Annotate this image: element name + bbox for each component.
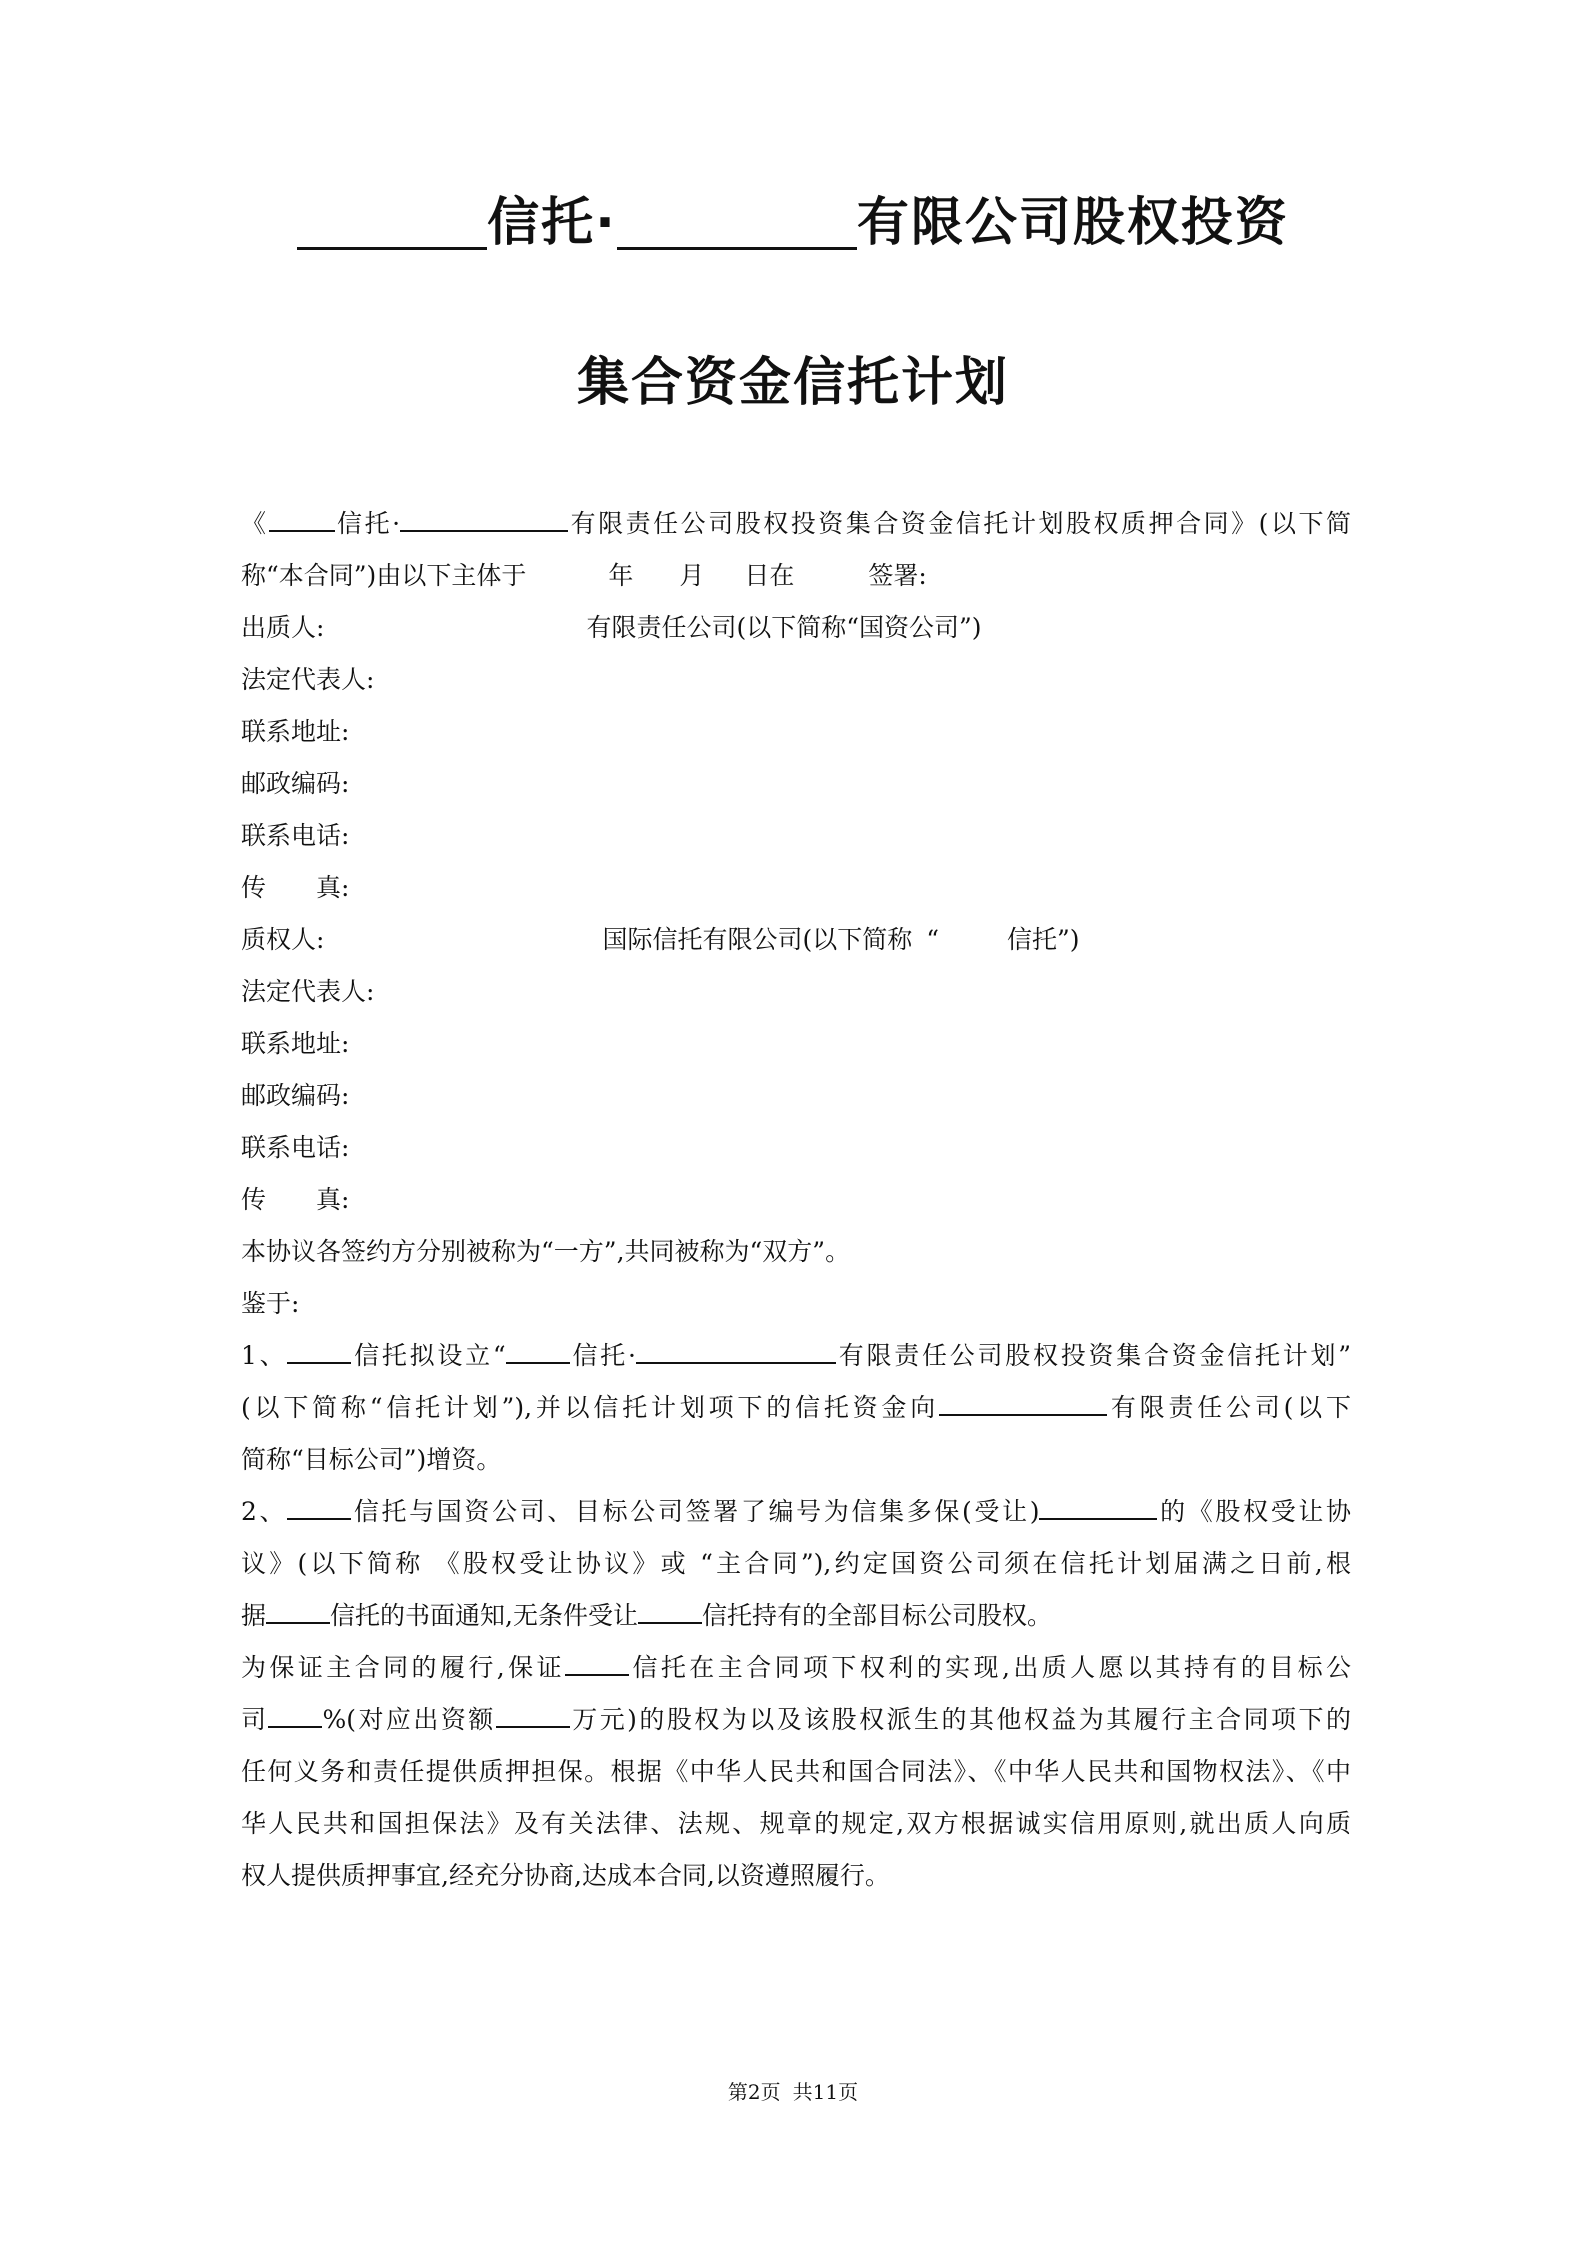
fax-label-a: 传 [241, 1185, 267, 1214]
item1-line-3: 简称“目标公司”)增资。 [241, 1445, 502, 1474]
blank-field [269, 505, 335, 532]
fax-label-b: 真: [316, 1185, 350, 1214]
item1-text-a: 信托拟设立“ [351, 1341, 506, 1370]
blank-trust-name [297, 195, 487, 250]
item2-text-a: 信托与国资公司、目标公司签署了编号为信集多保(受让) [351, 1497, 1040, 1526]
title-trust-text: 信托· [487, 193, 617, 253]
para3-text-d: %(对应出资额 [322, 1705, 496, 1734]
page-number: 2 [747, 2080, 761, 2104]
pledgee-short-name: 信托”) [1006, 925, 1080, 954]
para3-line-2 [241, 1694, 1351, 1746]
fax-label-a: 传 [241, 873, 267, 902]
book-title-open: 《 [241, 509, 269, 538]
item2-text-e: 信托持有的全部目标公司股权。 [701, 1601, 1052, 1630]
item1-text-b: 信托· [569, 1341, 636, 1370]
document-title-line1 [0, 188, 1586, 258]
blank-field [1039, 1493, 1157, 1520]
blank-company-name [617, 195, 857, 250]
pledgor-postcode: 邮政编码: [241, 769, 350, 798]
item-number: 1、 [241, 1341, 288, 1370]
para3-text-a: 为保证主合同的履行,保证 [241, 1653, 566, 1682]
item1-text-e: 有限责任公司(以下 [1107, 1393, 1351, 1422]
pledgee-label: 质权人: [241, 925, 325, 954]
blank-field [400, 505, 568, 532]
para3-text-c: 司 [241, 1705, 269, 1734]
preamble-trust-text: 信托· [334, 509, 401, 538]
blank-field [287, 1493, 351, 1520]
para3-line-5: 权人提供质押事宜,经充分协商,达成本合同,以资遵照履行。 [241, 1861, 890, 1890]
total-pages: 11 [812, 2080, 839, 2104]
item2-text-b: 的《股权受让协 [1157, 1497, 1351, 1526]
pledgee-phone: 联系电话: [241, 1133, 350, 1162]
whereas-heading: 鉴于: [241, 1289, 300, 1318]
page-label-b: 页 [760, 2080, 781, 2104]
preamble-line-2 [241, 550, 1351, 602]
para3-line-1 [241, 1642, 1351, 1694]
pledgee-rep: 法定代表人: [241, 977, 375, 1006]
para3-line-4: 华人民共和国担保法》及有关法律、法规、规章的规定,双方根据诚实信用原则,就出质人向质 [241, 1809, 1351, 1838]
page-label-a: 第 [727, 2080, 748, 2104]
title-company-text: 有限公司股权投资 [856, 193, 1289, 253]
pledgor-rep: 法定代表人: [241, 665, 375, 694]
quote-open: “ [926, 925, 939, 954]
sign-label: 签署: [868, 561, 927, 590]
pledgor-value: 有限责任公司(以下简称“国资公司”) [586, 613, 982, 642]
total-label-a: 共 [792, 2080, 813, 2104]
blank-field [939, 1389, 1107, 1416]
item2-text-c: 据 [241, 1601, 267, 1630]
item2-text-d: 信托的书面通知,无条件受让 [330, 1601, 638, 1630]
para3-text-b: 信托在主合同项下权利的实现,出质人愿以其持有的目标公 [629, 1653, 1351, 1682]
page-footer [0, 2078, 1586, 2106]
contract-body [241, 498, 1351, 1902]
item2-line-2: 议》(以下简称 《股权受让协议》或 “主合同”),约定国资公司须在信托计划届满之日前,根 [241, 1549, 1351, 1578]
blank-field [638, 1597, 702, 1624]
pledgor-line [241, 602, 1351, 654]
pledgee-value: 国际信托有限公司(以下简称 [602, 925, 913, 954]
preamble-signing-text: 称“本合同”)由以下主体于 [241, 561, 527, 590]
blank-amount [496, 1701, 570, 1728]
document-title-line2: 集合资金信托计划 [576, 353, 1009, 413]
item2-line-1 [241, 1486, 1351, 1538]
pledgee-address: 联系地址: [241, 1029, 350, 1058]
para3-text-e: 万元)的股权为以及该股权派生的其他权益为其履行主合同项下的 [569, 1705, 1351, 1734]
para3-line-3: 任何义务和责任提供质押担保。根据《中华人民共和国合同法》、《中华人民共和国物权法》、《中 [241, 1757, 1351, 1786]
preamble-contract-name: 有限责任公司股权投资集合资金信托计划股权质押合同》(以下简 [568, 509, 1351, 538]
item1-text-d: (以下简称“信托计划”),并以信托计划项下的信托资金向 [241, 1393, 940, 1422]
day-place-label: 日在 [744, 561, 795, 590]
pledgee-line [241, 914, 1351, 966]
item1-line-2 [241, 1382, 1351, 1434]
pledgor-address: 联系地址: [241, 717, 350, 746]
blank-field [266, 1597, 330, 1624]
month-label: 月 [679, 561, 705, 590]
item2-line-3 [241, 1590, 1351, 1642]
blank-field [636, 1337, 836, 1364]
item1-text-c: 有限责任公司股权投资集合资金信托计划” [835, 1341, 1352, 1370]
item-number: 2、 [241, 1497, 288, 1526]
blank-percent [268, 1701, 322, 1728]
pledgor-phone: 联系电话: [241, 821, 350, 850]
blank-field [506, 1337, 570, 1364]
parties-note: 本协议各签约方分别被称为“一方”,共同被称为“双方”。 [241, 1237, 851, 1266]
pledgee-fax [241, 1174, 1351, 1226]
pledgor-fax [241, 862, 1351, 914]
pledgor-label: 出质人: [241, 613, 325, 642]
blank-field [565, 1649, 629, 1676]
year-label: 年 [608, 561, 634, 590]
blank-field [287, 1337, 351, 1364]
pledgee-postcode: 邮政编码: [241, 1081, 350, 1110]
preamble-line-1 [241, 498, 1351, 550]
item1-line-1 [241, 1330, 1351, 1382]
total-label-b: 页 [838, 2080, 859, 2104]
fax-label-b: 真: [316, 873, 350, 902]
